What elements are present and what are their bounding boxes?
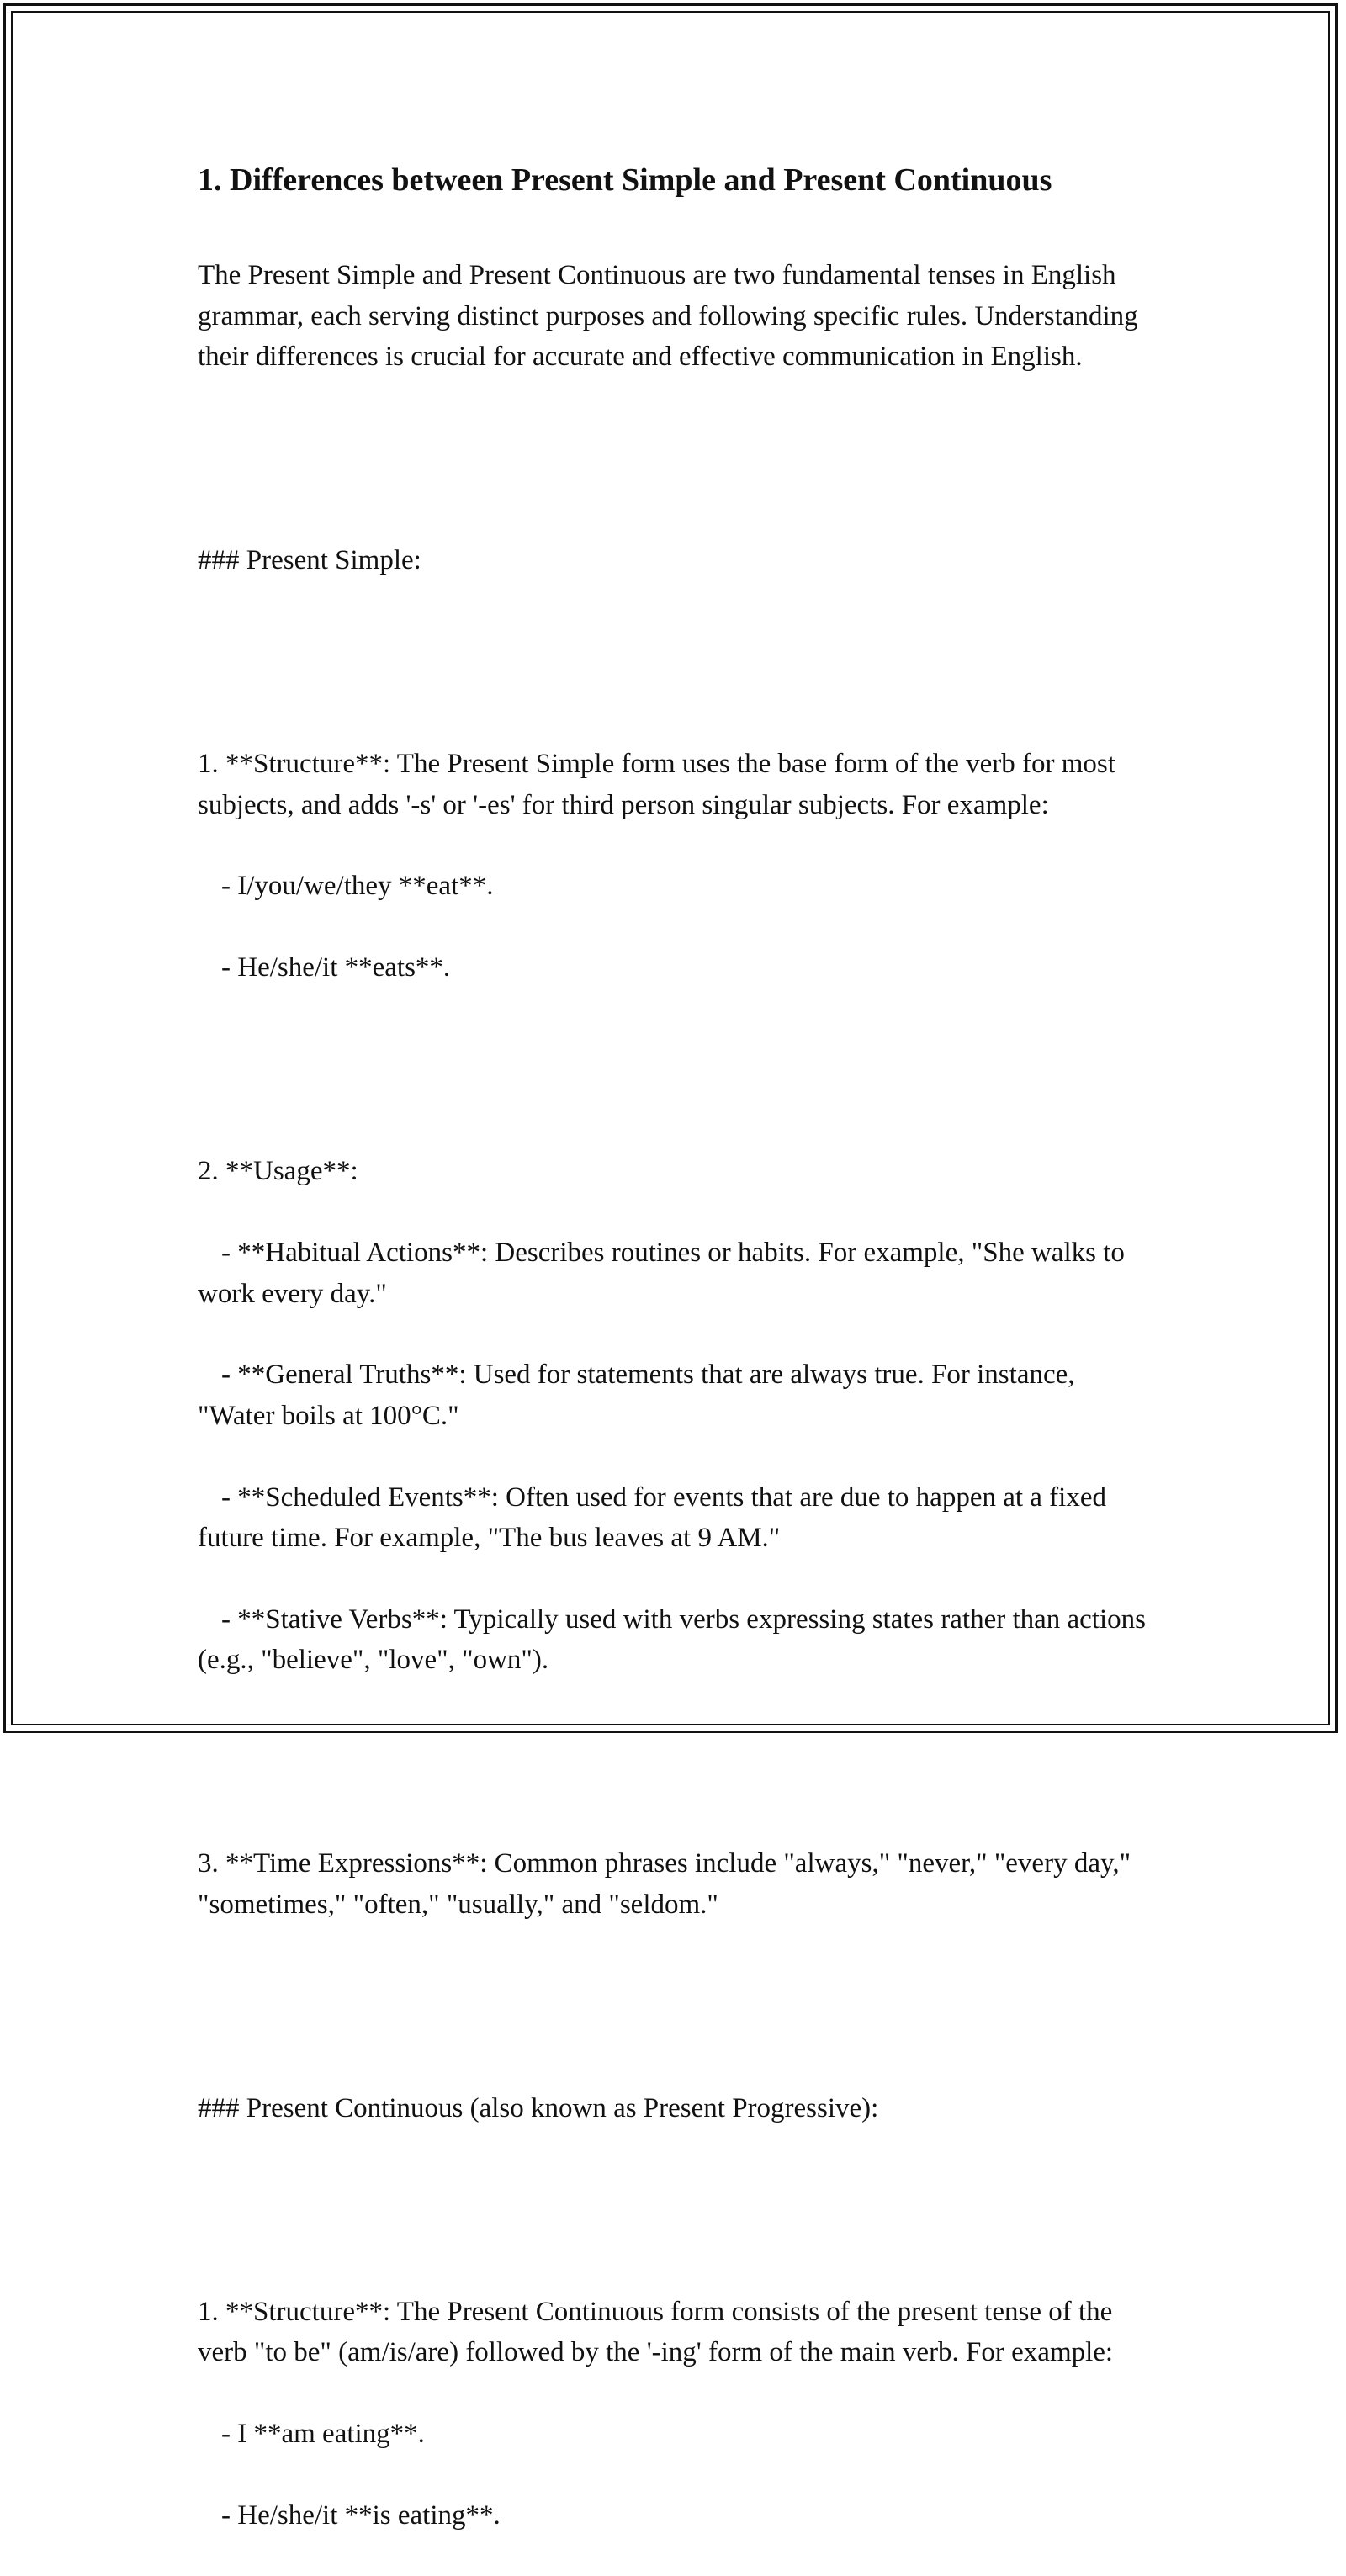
- usage-item-text: - **Habitual Actions**: Describes routines or habits. For example, "She walks to work every day.": [198, 1238, 1125, 1309]
- spacer: [198, 1965, 1153, 2006]
- usage-item: [198, 1354, 1153, 1436]
- document-title: 1. Differences between Present Simple and Present Continuous: [198, 162, 1052, 198]
- spacer: [198, 622, 1153, 662]
- example-text: - I/you/we/they **eat**.: [221, 871, 494, 902]
- spacer: [198, 1029, 1153, 1069]
- usage-item-text: - **General Truths**: Used for statements that are always true. For instance, "Water boils at 100°C.": [198, 1360, 1075, 1431]
- present-continuous-heading: ### Present Continuous (also known as Present Progressive):: [198, 2092, 879, 2123]
- usage-item: [198, 1477, 1153, 1559]
- document-content: [198, 151, 1153, 2576]
- usage-item: [198, 1232, 1153, 1314]
- usage-item: [198, 1599, 1153, 1681]
- usage-item-text: - **Stative Verbs**: Typically used with verbs expressing states rather than actions (e.g., "believe", "love", "own").: [198, 1603, 1146, 1676]
- present-simple-usage: 2. **Usage**:: [198, 1156, 358, 1187]
- example-line: [198, 866, 1153, 906]
- spacer: [198, 418, 1153, 458]
- present-simple-structure: 1. **Structure**: The Present Simple form uses the base form of the verb for most subjects, and adds '-s' or '-es' for third person singular subjects. For example:: [198, 749, 1115, 820]
- example-text: - I **am eating**.: [221, 2418, 425, 2449]
- example-line: [198, 2495, 1153, 2536]
- present-simple-heading: ### Present Simple:: [198, 545, 421, 576]
- example-line: [198, 947, 1153, 988]
- document-body: [198, 215, 1153, 2576]
- usage-item-text: - **Scheduled Events**: Often used for events that are due to happen at a fixed future time. For example, "The bus leaves at 9 AM.": [198, 1481, 1106, 1553]
- example-text: - He/she/it **is eating**.: [221, 2499, 501, 2531]
- example-text: - He/she/it **eats**.: [221, 952, 451, 983]
- present-simple-time-expressions: 3. **Time Expressions**: Common phrases include "always," "never," "every day," "sometimes," "often," "usually," and "seldom.": [198, 1848, 1131, 1920]
- spacer: [198, 1721, 1153, 1762]
- present-continuous-structure: 1. **Structure**: The Present Continuous form consists of the present tense of the verb "to be" (am/is/are) followed by the '-ing' form of the main verb. For example:: [198, 2296, 1114, 2368]
- spacer: [198, 2169, 1153, 2209]
- example-line: [198, 2414, 1153, 2454]
- intro-paragraph: The Present Simple and Present Continuous are two fundamental tenses in English grammar, each serving distinct purposes and following specific rules. Understanding their differences is crucial for accurate and effective communication in English.: [198, 260, 1138, 373]
